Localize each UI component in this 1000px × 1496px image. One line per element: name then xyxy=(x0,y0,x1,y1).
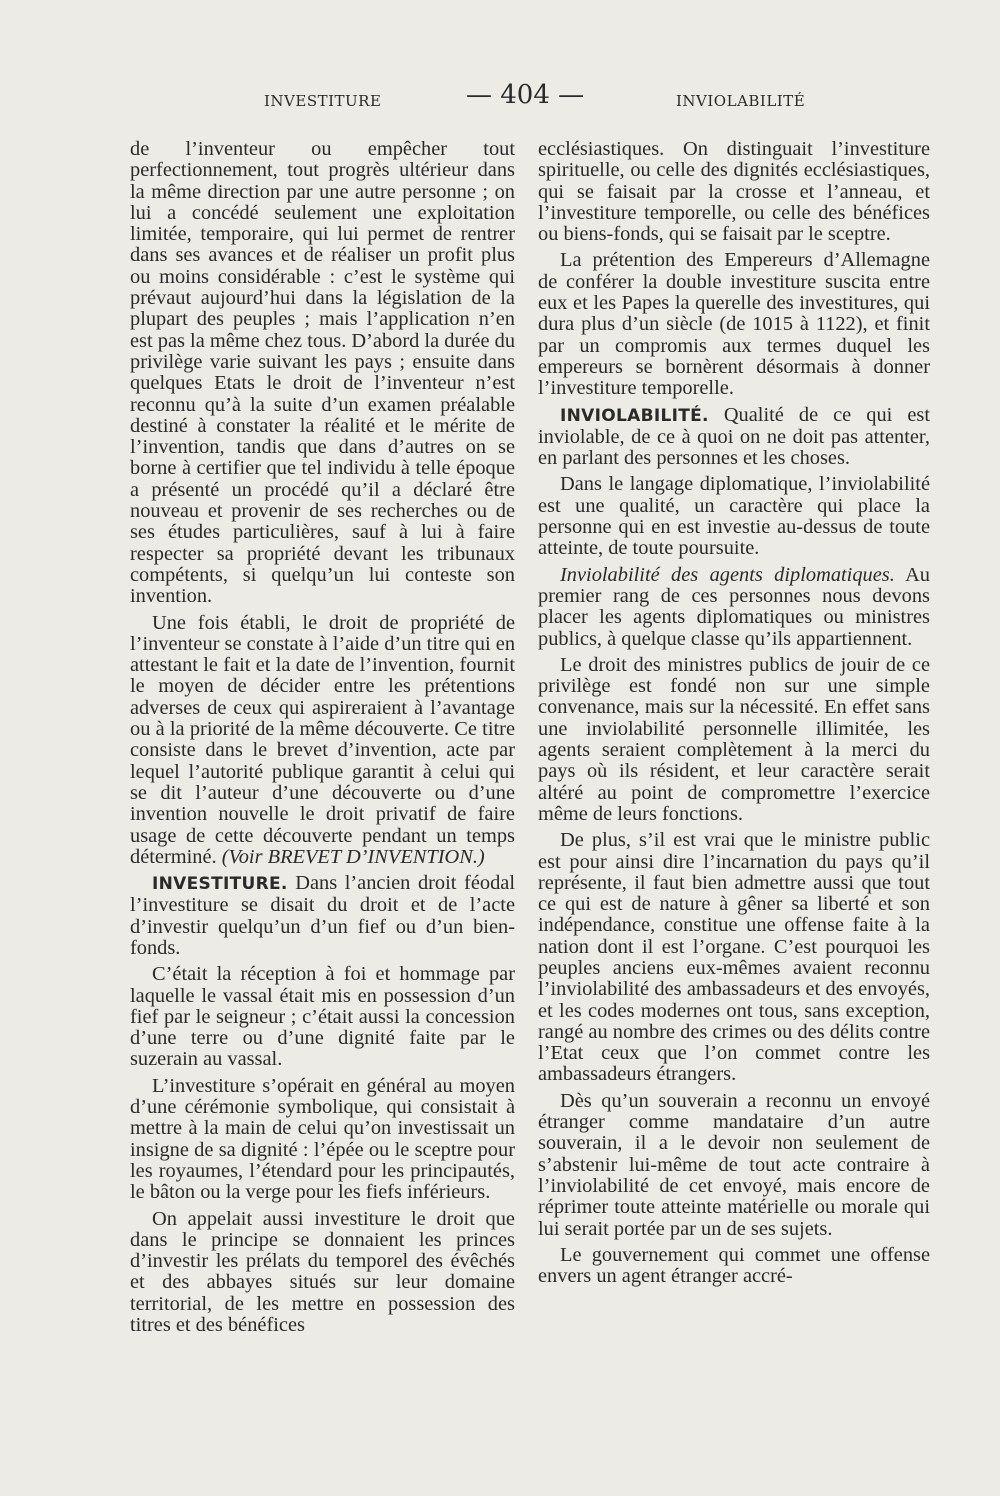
right-column xyxy=(538,139,930,1292)
paragraph xyxy=(130,613,515,869)
paragraph: La prétention des Empereurs d’Allemagne de conférer la double investiture suscita entre eux et les Papes la querelle des investitures, qui dura plus d’un siècle (de 1015 à 1122), et finit par un compromis aux termes duquel les empereurs se bornèrent désormais à donner l’investiture temporelle. xyxy=(538,249,930,400)
paragraph: Dès qu’un souverain a reconnu un envoyé étranger comme mandataire d’un autre souverain, il a le devoir non seulement de s’abstenir lui-même de tout acte contraire à l’inviolabilité de cet envoyé, mais encore de réprimer toute atteinte matérielle ou morale qui lui serait portée par un de ses sujets. xyxy=(538,1089,930,1240)
cross-reference: (Voir BREVET D’INVENTION.) xyxy=(221,845,485,868)
page-number: — 404 — xyxy=(466,80,585,110)
entry-text: Qualité de ce qui est inviolable, de ce à quoi on ne doit pas attenter, en parlant des personnes et les choses. xyxy=(538,403,930,470)
entry-headword: INVIOLABILITÉ. xyxy=(560,405,709,426)
paragraph: de l’inventeur ou empêcher tout perfectionnement, tout progrès ultérieur dans la même direction par une autre personne ; on lui a concédé seulement une exploitation limitée, temporaire, qui lui permet de rentrer dans ses avances et de réaliser un profit plus ou moins considérable : c’est le système qui prévaut aujourd’hui dans la législation de la plupart des peuples ; mais l’application n’en est pas la même chez tous. D’abord la durée du privilège varie suivant les pays ; ensuite dans quelques Etats le droit de l’inventeur n’est reconnu qu’à la suite d’un examen préalable destiné à constater la réalité et le mérite de l’invention, tandis que dans d’autres on se borne à certifier que tel individu à telle époque a présenté un procédé qu’il a déclaré être nouveau et provenir de ses recherches ou de ses études particulières, sauf à lui à faire respecter sa propriété devant les tribunaux compétents, si quelqu’un lui conteste son invention. xyxy=(130,138,516,608)
paragraph xyxy=(538,565,930,650)
paragraph: L’investiture s’opérait en général au moyen d’une cérémonie symbolique, qui consistait à mettre à la main de celui qu’on investissait un insigne de sa dignité : l’épée ou le sceptre pour les royaumes, l’étendard pour les principautés, le bâton ou la verge pour les fiefs inférieurs. xyxy=(130,1074,515,1204)
dictionary-entry-inviolabilite xyxy=(538,405,930,470)
paragraph: On appelait aussi investiture le droit que dans le principe se donnaient les princes d’investir les prélats du temporel des évêchés et des abbayes situés sur leur domaine territorial, de les mettre en possession des titres et des bénéfices xyxy=(130,1207,515,1337)
header-right-word: INVIOLABILITÉ xyxy=(676,92,806,110)
paragraph: Dans le langage diplomatique, l’inviolabilité est une qualité, un caractère qui place la personne qui en est investie au-dessus de toute atteinte, de toute poursuite. xyxy=(538,473,930,560)
paragraph-text: Une fois établi, le droit de propriété de l’inventeur se constate à l’aide d’un titre qui en attestant le fait et la date de l’invention, fournit le moyen de décider entre les prétentions adverses de ceux qui aspireraient à l’avantage ou à la priorité de la même découverte. Ce titre consiste dans le brevet d’invention, acte par lequel l’autorité publique garantit à celui qui se dit l’auteur d’une découverte ou d’une invention nouvelle le droit privatif de faire usage de cette découverte pendant un temps déterminé. xyxy=(130,611,516,868)
paragraph-text: Au premier rang de ces personnes nous devons placer les agents diplomatiques ou ministres publics, à quelque classe qu’ils appartiennent. xyxy=(538,563,930,650)
paragraph: C’était la réception à foi et hommage par laquelle le vassal était mis en possession d’un fief par le seigneur ; c’était aussi la concession d’une terre ou d’une dignité faite par le suzerain au vassal. xyxy=(130,963,515,1071)
entry-headword: INVESTITURE. xyxy=(152,874,288,895)
subheading: Inviolabilité des agents diplomatiques. xyxy=(560,563,895,586)
header-left-word: INVESTITURE xyxy=(264,92,382,110)
dictionary-entry-investiture xyxy=(130,873,515,959)
entry-text: Dans l’ancien droit féodal l’investiture se disait du droit et de l’acte d’investir quelqu’un d’un fief ou d’un bien-fonds. xyxy=(130,872,515,959)
left-column xyxy=(130,139,515,1341)
paragraph: Le droit des ministres publics de jouir de ce privilège est fondé non sur une simple convenance, mais sur la nécessité. En effet sans une inviolabilité personnelle illimitée, les agents seraient complètement à la merci du pays où ils résident, et leur caractère serait altéré au point de compromettre l’exercice même de leurs fonctions. xyxy=(538,653,930,825)
paragraph: ecclésiastiques. On distinguait l’investiture spirituelle, ou celle des dignités ecclésiastiques, qui se faisait par la crosse et l’anneau, et l’investiture temporelle, ou celle des bénéfices ou biens-fonds, qui se faisait par le sceptre. xyxy=(538,138,930,246)
running-head xyxy=(258,80,818,120)
paragraph: Le gouvernement qui commet une offense envers un agent étranger accré- xyxy=(538,1243,930,1288)
paragraph: De plus, s’il est vrai que le ministre public est pour ainsi dire l’incarnation du pays qu’il représente, il faut bien admettre aussi que tout ce qui est de nature à gêner sa liberté et son indépendance, constitue une offense faite à la nation dont il est l’organe. C’est pourquoi les peuples anciens eux-mêmes avaient reconnu l’inviolabilité des ambassadeurs et des envoyés, et les codes modernes ont tous, sans exception, rangé au nombre des crimes ou des délits contre l’Etat ceux que l’on commet contre les ambassadeurs étrangers. xyxy=(538,829,930,1086)
